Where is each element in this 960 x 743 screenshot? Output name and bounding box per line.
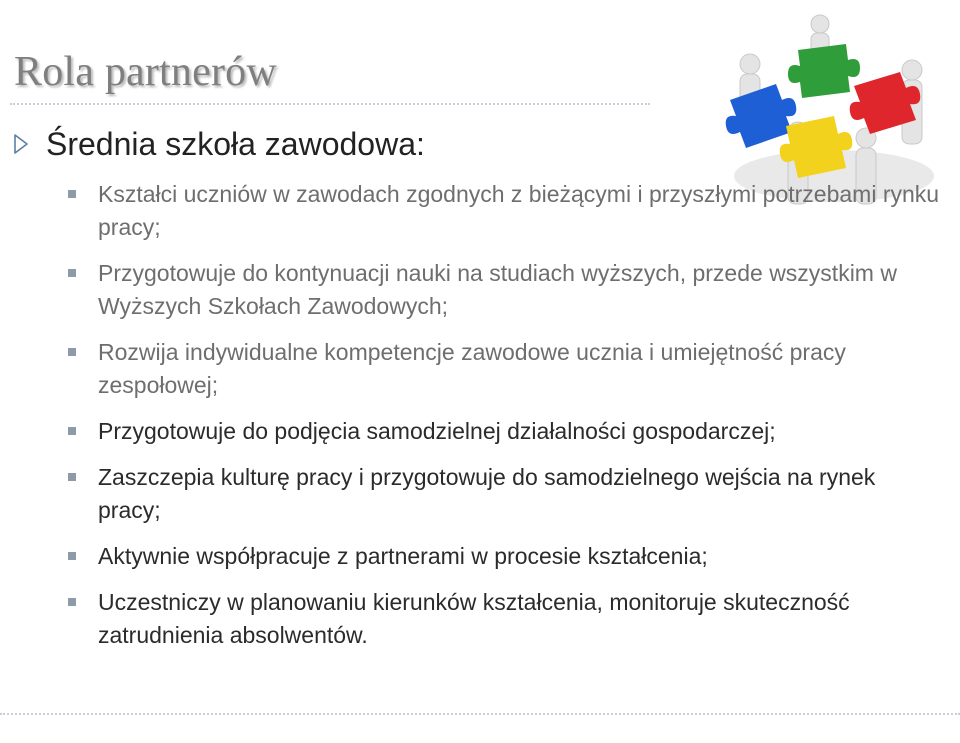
footer-divider bbox=[0, 713, 960, 715]
triangle-right-icon bbox=[14, 134, 28, 154]
square-bullet-icon bbox=[68, 473, 76, 481]
list-item-text: Aktywnie współpracuje z partnerami w procesie kształcenia; bbox=[98, 543, 708, 569]
list-item-text: Kształci uczniów w zawodach zgodnych z bieżącymi i przyszłymi potrzebami rynku pracy; bbox=[98, 181, 940, 240]
list-item-text: Przygotowuje do kontynuacji nauki na studiach wyższych, przede wszystkim w Wyższych Szkołach Zawodowych; bbox=[98, 260, 897, 319]
section-heading bbox=[14, 124, 425, 164]
list-item bbox=[64, 586, 944, 652]
list-item-text: Rozwija indywidualne kompetencje zawodowe ucznia i umiejętność pracy zespołowej; bbox=[98, 339, 846, 398]
list-item-text: Przygotowuje do podjęcia samodzielnej działalności gospodarczej; bbox=[98, 418, 776, 444]
list-item bbox=[64, 415, 944, 448]
list-item bbox=[64, 461, 944, 527]
square-bullet-icon bbox=[68, 269, 76, 277]
list-item bbox=[64, 257, 944, 323]
square-bullet-icon bbox=[68, 190, 76, 198]
bullet-list bbox=[64, 178, 944, 665]
list-item-text: Zaszczepia kulturę pracy i przygotowuje do samodzielnego wejścia na rynek pracy; bbox=[98, 464, 876, 523]
list-item bbox=[64, 540, 944, 573]
square-bullet-icon bbox=[68, 348, 76, 356]
square-bullet-icon bbox=[68, 598, 76, 606]
list-item-text: Uczestniczy w planowaniu kierunków kształcenia, monitoruje skuteczność zatrudnienia absolwentów. bbox=[98, 589, 850, 648]
square-bullet-icon bbox=[68, 552, 76, 560]
list-item bbox=[64, 178, 944, 244]
square-bullet-icon bbox=[68, 427, 76, 435]
title-divider bbox=[10, 103, 650, 105]
slide-title: Rola partnerów bbox=[14, 49, 277, 95]
list-item bbox=[64, 336, 944, 402]
heading-text: Średnia szkoła zawodowa: bbox=[46, 126, 425, 162]
